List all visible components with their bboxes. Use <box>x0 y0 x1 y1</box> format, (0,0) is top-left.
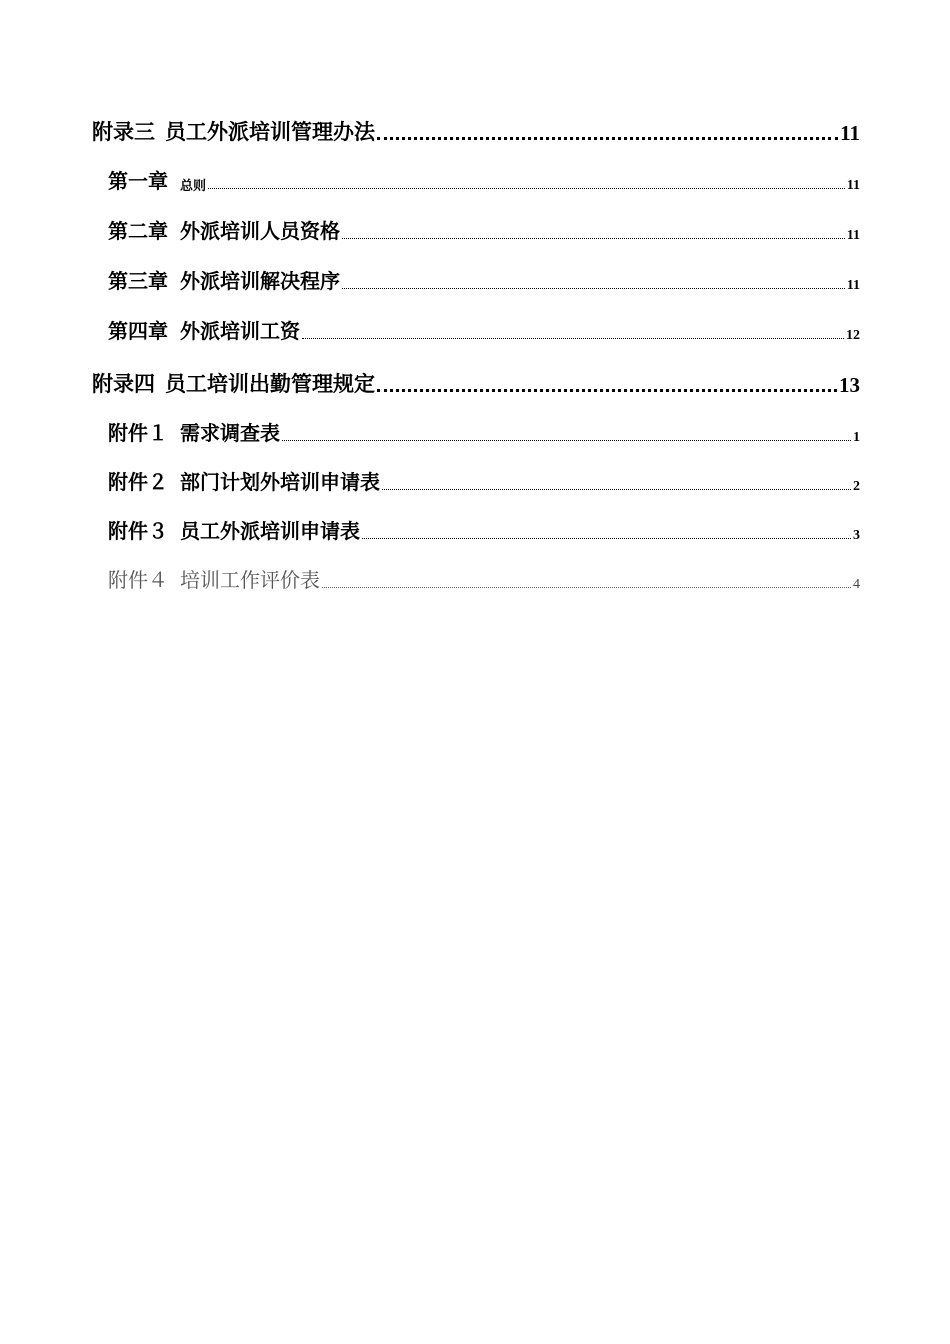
toc-dot-leader <box>362 537 851 539</box>
toc-dot-leader <box>377 388 837 392</box>
toc-entry-title: 培训工作评价表 <box>180 568 320 592</box>
toc-entry-label: 附录四 <box>92 371 155 396</box>
toc-entry-chapter-3[interactable] <box>92 260 860 294</box>
toc-dot-leader <box>322 586 851 588</box>
toc-entry-title: 外派培训解决程序 <box>180 269 340 293</box>
toc-entry-label: 附件１ <box>108 421 168 445</box>
toc-entry-title: 总则 <box>180 179 207 194</box>
toc-entry-title: 需求调查表 <box>180 421 280 445</box>
toc-entry-label: 第二章 <box>108 219 168 243</box>
toc-entry-label: 附件３ <box>108 519 168 543</box>
toc-entry-label: 第四章 <box>108 319 168 343</box>
toc-entry-page: 3 <box>853 528 860 543</box>
toc-entry-title: 员工外派培训管理办法 <box>165 119 375 144</box>
toc-dot-leader <box>208 187 845 189</box>
toc-entry-attachment-4[interactable] <box>92 559 860 593</box>
toc-entry-attachment-1[interactable] <box>92 412 860 446</box>
toc-entry-label: 附件２ <box>108 470 168 494</box>
toc-entry-chapter-2[interactable] <box>92 210 860 244</box>
toc-entry-chapter-4[interactable] <box>92 310 860 344</box>
toc-entry-title: 员工外派培训申请表 <box>180 519 360 543</box>
toc-entry-page: 2 <box>853 479 860 494</box>
toc-dot-leader <box>377 136 838 140</box>
toc-entry-title: 外派培训人员资格 <box>180 219 340 243</box>
toc-dot-leader <box>342 287 845 289</box>
toc-dot-leader <box>302 337 844 339</box>
toc-entry-label: 第三章 <box>108 269 168 293</box>
toc-entry-label: 附录三 <box>92 119 155 144</box>
toc-dot-leader <box>282 439 851 441</box>
toc-entry-label: 第一章 <box>108 169 168 193</box>
toc-entry-page: 12 <box>846 328 860 343</box>
toc-entry-page: 1 <box>853 430 860 445</box>
toc-dot-leader <box>382 488 851 490</box>
toc-entry-appendix-4[interactable] <box>92 360 860 398</box>
toc-entry-title: 外派培训工资 <box>180 319 300 343</box>
toc-entry-title: 员工培训出勤管理规定 <box>165 371 375 396</box>
toc-entry-page: 4 <box>853 577 860 592</box>
toc-entry-page: 13 <box>839 373 860 397</box>
toc-entry-page: 11 <box>846 228 860 243</box>
toc-dot-leader <box>342 237 845 239</box>
toc-entry-page: 11 <box>846 278 860 293</box>
toc-entry-attachment-2[interactable] <box>92 461 860 495</box>
table-of-contents <box>92 108 860 608</box>
toc-entry-page: 11 <box>846 178 860 193</box>
toc-entry-attachment-3[interactable] <box>92 510 860 544</box>
toc-entry-title: 部门计划外培训申请表 <box>180 470 380 494</box>
toc-entry-chapter-1[interactable] <box>92 160 860 194</box>
toc-entry-page: 11 <box>840 121 860 145</box>
toc-entry-label: 附件４ <box>108 568 168 592</box>
toc-entry-appendix-3[interactable] <box>92 108 860 146</box>
